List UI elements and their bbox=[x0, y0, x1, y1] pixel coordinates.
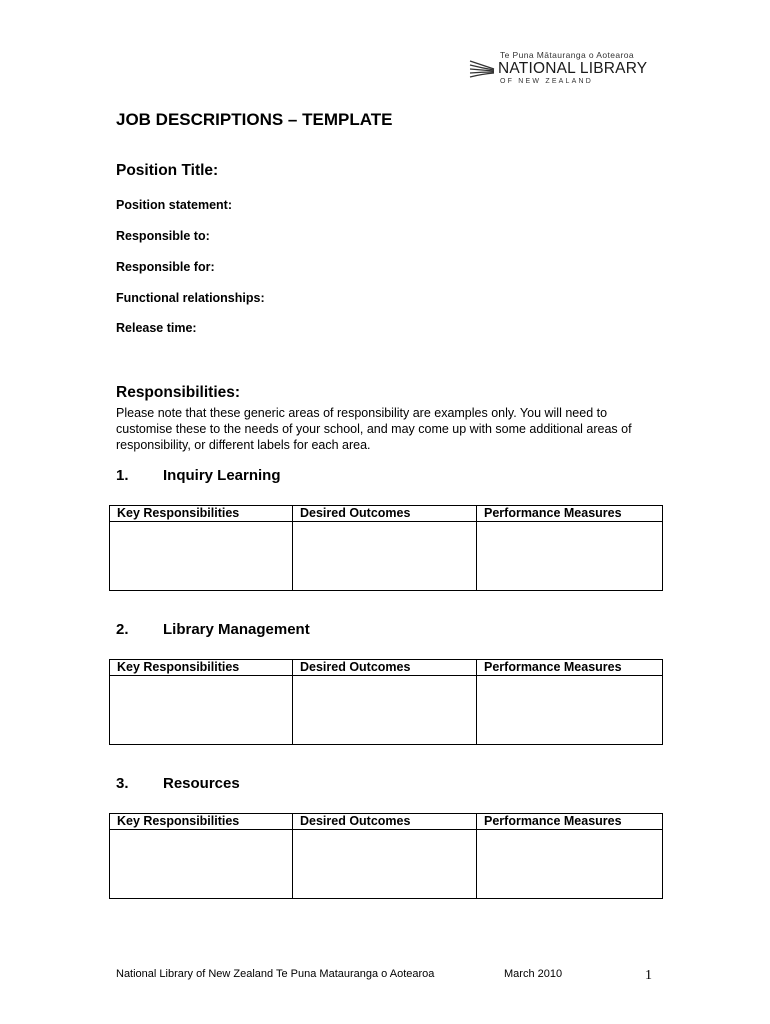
fern-icon bbox=[468, 59, 496, 79]
section-1-table bbox=[109, 505, 663, 591]
table-header-row bbox=[110, 660, 663, 676]
column-desired-outcomes: Desired Outcomes bbox=[293, 660, 477, 676]
footer-date: March 2010 bbox=[504, 968, 563, 980]
table-header-row bbox=[110, 814, 663, 830]
table-cell[interactable] bbox=[110, 830, 293, 899]
column-performance-measures: Performance Measures bbox=[477, 660, 663, 676]
position-title-heading: Position Title: bbox=[116, 162, 219, 179]
table-cell[interactable] bbox=[293, 830, 477, 899]
logo-name: NATIONAL LIBRARY bbox=[498, 60, 648, 77]
footer-org: National Library of New Zealand Te Puna Matauranga o Aotearoa bbox=[116, 968, 435, 980]
column-desired-outcomes: Desired Outcomes bbox=[293, 814, 477, 830]
section-2-table bbox=[109, 659, 663, 745]
responsibilities-heading: Responsibilities: bbox=[116, 384, 241, 401]
logo-maori-name: Te Puna Mātauranga o Aotearoa bbox=[500, 50, 634, 60]
page-number: 1 bbox=[645, 968, 652, 983]
column-performance-measures: Performance Measures bbox=[477, 814, 663, 830]
field-responsible-for: Responsible for: bbox=[116, 260, 215, 274]
table-row bbox=[110, 522, 663, 591]
document-title: JOB DESCRIPTIONS – TEMPLATE bbox=[116, 110, 393, 129]
section-1-number: 1. bbox=[116, 467, 129, 484]
column-key-responsibilities: Key Responsibilities bbox=[110, 506, 293, 522]
section-3-title: Resources bbox=[163, 775, 240, 792]
logo-subtitle: OF NEW ZEALAND bbox=[500, 78, 594, 85]
table-cell[interactable] bbox=[477, 522, 663, 591]
table-cell[interactable] bbox=[477, 830, 663, 899]
table-cell[interactable] bbox=[293, 676, 477, 745]
responsibilities-note: Please note that these generic areas of responsibility are examples only. You will need to customise these to the needs of your school, and may come up with some additional areas of responsibility, or different labels for each area. bbox=[116, 406, 632, 452]
field-functional-relationships: Functional relationships: bbox=[116, 291, 265, 305]
column-desired-outcomes: Desired Outcomes bbox=[293, 506, 477, 522]
table-cell[interactable] bbox=[110, 522, 293, 591]
field-responsible-to: Responsible to: bbox=[116, 229, 210, 243]
section-1-title: Inquiry Learning bbox=[163, 467, 281, 484]
section-3-table bbox=[109, 813, 663, 899]
section-3-number: 3. bbox=[116, 775, 129, 792]
column-key-responsibilities: Key Responsibilities bbox=[110, 660, 293, 676]
table-cell[interactable] bbox=[110, 676, 293, 745]
table-row bbox=[110, 676, 663, 745]
field-release-time: Release time: bbox=[116, 321, 197, 335]
field-position-statement: Position statement: bbox=[116, 198, 232, 212]
column-performance-measures: Performance Measures bbox=[477, 506, 663, 522]
table-row bbox=[110, 830, 663, 899]
national-library-logo bbox=[468, 50, 648, 90]
section-2-number: 2. bbox=[116, 621, 129, 638]
table-cell[interactable] bbox=[477, 676, 663, 745]
column-key-responsibilities: Key Responsibilities bbox=[110, 814, 293, 830]
table-header-row bbox=[110, 506, 663, 522]
table-cell[interactable] bbox=[293, 522, 477, 591]
section-2-title: Library Management bbox=[163, 621, 310, 638]
